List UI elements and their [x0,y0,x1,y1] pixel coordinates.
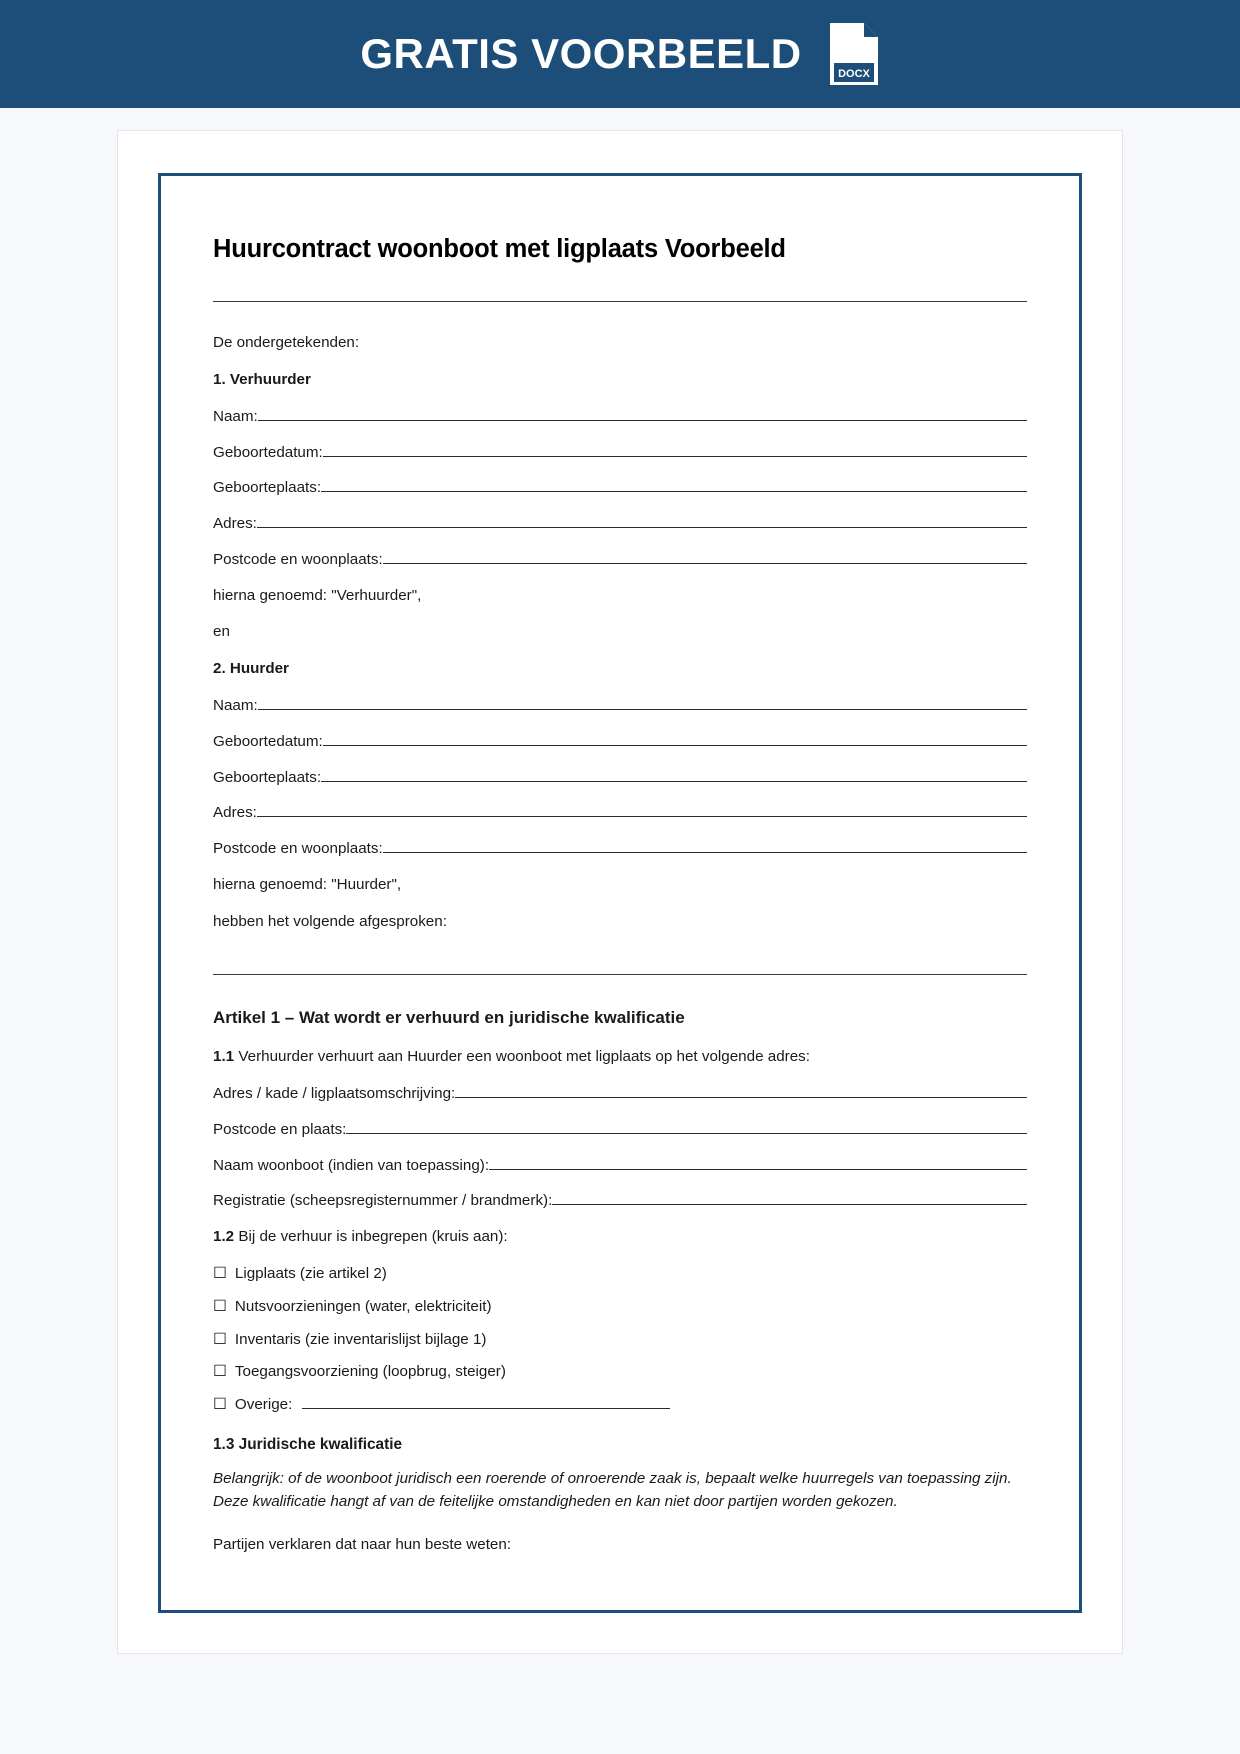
checkbox-icon[interactable]: ☐ [213,1297,227,1315]
checkbox-label: Overige: [234,1396,293,1414]
article-divider [213,974,1027,975]
checkbox-icon[interactable]: ☐ [213,1330,227,1348]
clause-1-3-note: Belangrijk: of de woonboot juridisch een roerende of onroerende zaak is, bepaalt welke huurregels van toepassing zijn. Deze kwalificatie hangt af van de feitelijke omstandigheden en kan niet door partijen worden gekozen. [213,1469,1012,1510]
field-row[interactable] [213,802,1027,825]
checkbox-icon[interactable]: ☐ [213,1264,227,1282]
field-row[interactable] [213,731,1027,754]
field-row[interactable] [213,477,1027,500]
checkbox-label: Inventaris (zie inventarislijst bijlage 1) [234,1330,487,1348]
checkbox-row[interactable] [213,1361,1027,1384]
field-input-line[interactable] [383,551,1027,564]
party-two-heading: 2. Huurder [213,660,289,678]
checkbox-row[interactable] [213,1296,1027,1319]
clause-1-3-heading: 1.3 Juridische kwalificatie [213,1435,403,1453]
field-input-line[interactable] [323,444,1027,457]
field-input-line[interactable] [383,840,1027,853]
field-row[interactable] [213,1155,1027,1178]
field-row[interactable] [213,695,1027,718]
field-input-line[interactable] [323,733,1027,746]
field-label: Naam: [213,697,258,715]
party-one-heading: 1. Verhuurder [213,370,311,388]
article-one-heading: Artikel 1 – Wat wordt er verhuurd en juridische kwalificatie [213,1007,685,1027]
field-label: Geboorteplaats: [213,479,322,497]
party-two-alias: hierna genoemd: "Huurder", [213,876,402,894]
checkbox-row[interactable] [213,1263,1027,1286]
field-input-line[interactable] [258,697,1027,710]
field-input-line[interactable] [321,479,1027,492]
field-input-line[interactable] [321,769,1027,782]
document-card [117,130,1123,1654]
field-input-line[interactable] [258,408,1027,421]
overige-input-line[interactable] [302,1396,670,1409]
promo-banner [0,0,1240,108]
field-label: Naam woonboot (indien van toepassing): [213,1156,490,1174]
field-label: Naam: [213,407,258,425]
field-row[interactable] [213,406,1027,429]
svg-text:DOCX: DOCX [837,68,870,80]
clause-text: Bij de verhuur is inbegrepen (kruis aan): [238,1228,508,1246]
banner-title: GRATIS VOORBEELD [360,30,802,77]
page-background [0,108,1240,1754]
field-label: Registratie (scheepsregisternummer / brandmerk): [213,1192,553,1210]
clause-text: Verhuurder verhuurt aan Huurder een woonboot met ligplaats op het volgende adres: [238,1048,810,1066]
field-label: Adres: [213,804,257,822]
clause-1-1 [213,1046,1027,1069]
clause-number: 1.2 [213,1228,235,1246]
field-row[interactable] [213,513,1027,536]
clause-1-3-closing: Partijen verklaren dat naar hun beste weten: [213,1535,512,1553]
field-label: Postcode en woonplaats: [213,840,383,858]
field-row[interactable] [213,767,1027,790]
checkbox-icon[interactable]: ☐ [213,1396,227,1414]
field-label: Adres / kade / ligplaatsomschrijving: [213,1084,456,1102]
conjunction-en: en [213,623,230,641]
field-row[interactable] [213,1190,1027,1213]
title-divider [213,301,1027,302]
checkbox-label: Nutsvoorzieningen (water, elektriciteit) [234,1297,492,1315]
agreement-line: hebben het volgende afgesproken: [213,912,447,930]
field-label: Postcode en woonplaats: [213,550,383,568]
field-input-line[interactable] [257,804,1027,817]
field-label: Geboortedatum: [213,443,323,461]
document-title: Huurcontract woonboot met ligplaats Voorbeeld [213,235,786,263]
field-label: Postcode en plaats: [213,1120,347,1138]
field-input-line[interactable] [455,1085,1027,1098]
field-row[interactable] [213,1083,1027,1106]
field-input-line[interactable] [346,1121,1027,1134]
field-label: Geboorteplaats: [213,768,322,786]
checkbox-label: Toegangsvoorziening (loopbrug, steiger) [234,1363,506,1381]
field-row[interactable] [213,549,1027,572]
field-row[interactable] [213,442,1027,465]
document-frame [158,173,1082,1613]
checkbox-icon[interactable]: ☐ [213,1363,227,1381]
intro-label: De ondergetekenden: [213,334,360,352]
party-one-alias: hierna genoemd: "Verhuurder", [213,586,422,604]
clause-1-2 [213,1226,1027,1249]
docx-file-icon [828,21,880,87]
field-label: Geboortedatum: [213,732,323,750]
field-input-line[interactable] [552,1192,1027,1205]
checkbox-row[interactable] [213,1329,1027,1352]
field-row[interactable] [213,1119,1027,1142]
clause-number: 1.1 [213,1048,235,1066]
field-row[interactable] [213,838,1027,861]
field-input-line[interactable] [489,1157,1027,1170]
checkbox-row-overige[interactable] [213,1394,1027,1417]
checkbox-label: Ligplaats (zie artikel 2) [234,1264,387,1282]
field-label: Adres: [213,515,257,533]
field-input-line[interactable] [257,515,1027,528]
